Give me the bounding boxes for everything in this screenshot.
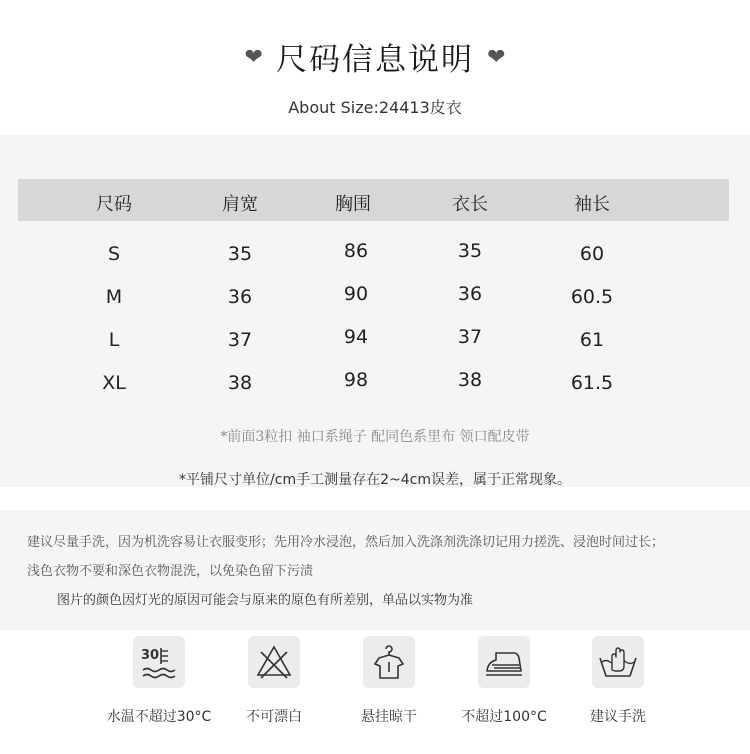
heart-icon: ❤ — [487, 45, 506, 70]
column-header-length: 衣长 — [452, 194, 488, 215]
table-cell: 98 — [343, 369, 369, 391]
care-icons — [0, 630, 750, 754]
table-cell: 36 — [457, 283, 483, 305]
table-header — [18, 179, 729, 221]
table-cell: L — [108, 329, 120, 351]
hang-dry-icon — [363, 636, 415, 688]
column-header-shoulder: 肩宽 — [222, 194, 258, 215]
table-cell: 90 — [343, 283, 369, 305]
table-cell: 37 — [227, 329, 253, 351]
care-label: 水温不超过30°C — [106, 709, 212, 725]
table-row — [18, 283, 729, 316]
table-row — [18, 326, 729, 359]
table-cell: 61 — [579, 329, 605, 351]
size-table — [0, 135, 750, 487]
care-item — [558, 636, 678, 726]
table-cell: 94 — [343, 326, 369, 348]
table-cell: 61.5 — [570, 372, 614, 394]
table-cell: 60.5 — [570, 286, 614, 308]
care-label: 建议手洗 — [590, 709, 646, 725]
header — [0, 0, 750, 135]
table-cell: 38 — [227, 372, 253, 394]
heart-icon: ❤ — [244, 45, 263, 70]
table-cell: 86 — [343, 240, 369, 262]
care-item — [214, 636, 334, 726]
wash-line: 浅色衣物不要和深色衣物混洗，以免染色留下污渍 — [27, 564, 314, 579]
table-cell: 35 — [457, 240, 483, 262]
wash-30-icon — [133, 636, 185, 688]
table-cell: M — [105, 286, 123, 308]
table-cell: 36 — [227, 286, 253, 308]
column-header-chest: 胸围 — [335, 194, 371, 215]
page-title: 尺码信息说明 — [276, 42, 474, 78]
no-bleach-icon — [248, 636, 300, 688]
table-cell: XL — [102, 372, 126, 394]
column-header-sleeve: 袖长 — [574, 194, 610, 215]
care-item — [329, 636, 449, 726]
table-cell: S — [107, 243, 121, 265]
title-row — [0, 34, 750, 79]
column-header-size: 尺码 — [96, 194, 132, 215]
table-cell: 35 — [227, 243, 253, 265]
iron-icon — [478, 636, 530, 688]
hand-wash-icon — [592, 636, 644, 688]
wash-temp-text: 30 — [141, 648, 160, 663]
care-label: 不超过100°C — [461, 709, 547, 725]
color-disclaimer: 图片的颜色因灯光的原因可能会与原来的原色有所差别，单品以实物为准 — [57, 593, 474, 608]
subtitle: About Size:24413皮衣 — [288, 98, 462, 117]
care-item — [444, 636, 564, 726]
care-item — [99, 636, 219, 726]
wash-line: 建议尽量手洗，因为机洗容易让衣服变形；先用冷水浸泡，然后加入洗涤剂洗涤切记用力搓洗、浸泡时间过长； — [27, 535, 665, 550]
table-cell: 38 — [457, 369, 483, 391]
table-row — [18, 240, 729, 273]
table-cell: 60 — [579, 243, 605, 265]
table-cell: 37 — [457, 326, 483, 348]
wash-instructions — [0, 510, 750, 630]
care-label: 不可漂白 — [246, 709, 302, 725]
feature-note: *前面3粒扣 袖口系绳子 配同色系里布 领口配皮带 — [220, 429, 530, 445]
table-row — [18, 369, 729, 402]
care-label: 悬挂晾干 — [361, 709, 417, 725]
measure-note: *平铺尺寸单位/cm手工测量存在2~4cm误差，属于正常现象。 — [179, 472, 571, 488]
